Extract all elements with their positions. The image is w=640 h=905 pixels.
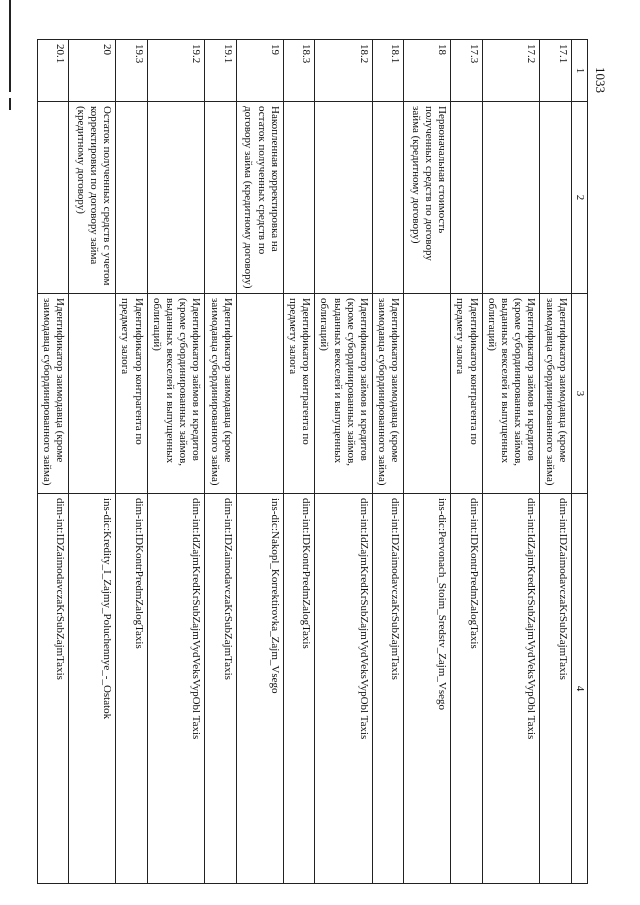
- row-code: ins-dic:Nakopl_Korrektirovka_Zajm_Vsego: [236, 494, 283, 884]
- row-name: [315, 102, 373, 294]
- row-description: Идентификатор заимодавца (кроме заимодавца субординированного займа): [37, 294, 68, 494]
- page-number: 1033: [593, 67, 608, 93]
- table-row: [372, 40, 403, 884]
- row-name: Накопленная корректировка на остаток полученных средств по договору займа (кредитному договору): [236, 102, 283, 294]
- binder-line: [9, 0, 11, 92]
- row-code: dim-int:IDKontrPredmZalogTaxis: [283, 494, 314, 884]
- table-row: [147, 40, 205, 884]
- row-code: dim-int:IDZaimodavczaKrSubZajmTaxis: [540, 494, 571, 884]
- row-description: Идентификатор контрагента по предмету залога: [451, 294, 482, 494]
- row-code: dim-int:IDKontrPredmZalogTaxis: [116, 494, 147, 884]
- header-cell-3: 3: [571, 294, 587, 494]
- table-row: [451, 40, 482, 884]
- row-number: 20: [69, 40, 116, 102]
- row-code: dim-int:IdZajmKredKrSubZajmVydVeksVypObl Taxis: [147, 494, 205, 884]
- row-description: [404, 294, 451, 494]
- table-row: [37, 40, 68, 884]
- table-row: [236, 40, 283, 884]
- row-name: [116, 102, 147, 294]
- row-description: Идентификатор заимодавца (кроме заимодавца субординированного займа): [540, 294, 571, 494]
- row-description: [236, 294, 283, 494]
- row-name: [205, 102, 236, 294]
- row-name: Первоначальная стоимость полученных средств по договору займа (кредитному договору): [404, 102, 451, 294]
- table-row: [540, 40, 571, 884]
- row-name: [540, 102, 571, 294]
- row-description: Идентификатор займов и кредитов (кроме субординированных займов, выданных векселей и выпущенных облигаций): [315, 294, 373, 494]
- document-table: [37, 39, 588, 884]
- header-cell-2: 2: [571, 102, 587, 294]
- row-name: [372, 102, 403, 294]
- table-row: [116, 40, 147, 884]
- row-number: 19.3: [116, 40, 147, 102]
- row-description: [69, 294, 116, 494]
- row-code: ins-dic:Kredity_I_Zajmy_Poluchennye_-_Ostatok: [69, 494, 116, 884]
- row-name: [147, 102, 205, 294]
- table-row: [283, 40, 314, 884]
- table-row: [69, 40, 116, 884]
- row-number: 17.2: [482, 40, 540, 102]
- row-description: Идентификатор контрагента по предмету залога: [283, 294, 314, 494]
- row-name: Остаток полученных средств с учетом корректировки по договору займа (кредитному договору): [69, 102, 116, 294]
- row-description: Идентификатор заимодавца (кроме заимодавца субординированного займа): [205, 294, 236, 494]
- row-number: 20.1: [37, 40, 68, 102]
- row-number: 18.2: [315, 40, 373, 102]
- header-row: [571, 40, 587, 884]
- row-name: [283, 102, 314, 294]
- rotated-page-content: [41, 39, 588, 883]
- row-number: 18.1: [372, 40, 403, 102]
- row-code: dim-int:IDKontrPredmZalogTaxis: [451, 494, 482, 884]
- row-name: [482, 102, 540, 294]
- row-number: 19.2: [147, 40, 205, 102]
- header-cell-4: 4: [571, 494, 587, 884]
- row-number: 18: [404, 40, 451, 102]
- binder-line-short: [9, 98, 11, 110]
- table-row: [404, 40, 451, 884]
- row-description: Идентификатор контрагента по предмету залога: [116, 294, 147, 494]
- header-cell-1: 1: [571, 40, 587, 102]
- row-number: 18.3: [283, 40, 314, 102]
- row-name: [37, 102, 68, 294]
- table-row: [205, 40, 236, 884]
- row-number: 19.1: [205, 40, 236, 102]
- row-description: Идентификатор займов и кредитов (кроме субординированных займов, выданных векселей и выпущенных облигаций): [482, 294, 540, 494]
- row-code: dim-int:IDZaimodavczaKrSubZajmTaxis: [372, 494, 403, 884]
- row-number: 19: [236, 40, 283, 102]
- table-row: [482, 40, 540, 884]
- row-name: [451, 102, 482, 294]
- row-code: ins-dic:Pervonach_Stoim_Sredstv_Zajm_Vsego: [404, 494, 451, 884]
- row-description: Идентификатор заимодавца (кроме заимодавца субординированного займа): [372, 294, 403, 494]
- row-code: dim-int:IdZajmKredKrSubZajmVydVeksVypObl Taxis: [482, 494, 540, 884]
- row-description: Идентификатор займов и кредитов (кроме субординированных займов, выданных векселей и выпущенных облигаций): [147, 294, 205, 494]
- row-code: dim-int:IdZajmKredKrSubZajmVydVeksVypObl Taxis: [315, 494, 373, 884]
- row-number: 17.3: [451, 40, 482, 102]
- row-number: 17.1: [540, 40, 571, 102]
- table-row: [315, 40, 373, 884]
- row-code: dim-int:IDZaimodavczaKrSubZajmTaxis: [205, 494, 236, 884]
- row-code: dim-int:IDZaimodavczaKrSubZajmTaxis: [37, 494, 68, 884]
